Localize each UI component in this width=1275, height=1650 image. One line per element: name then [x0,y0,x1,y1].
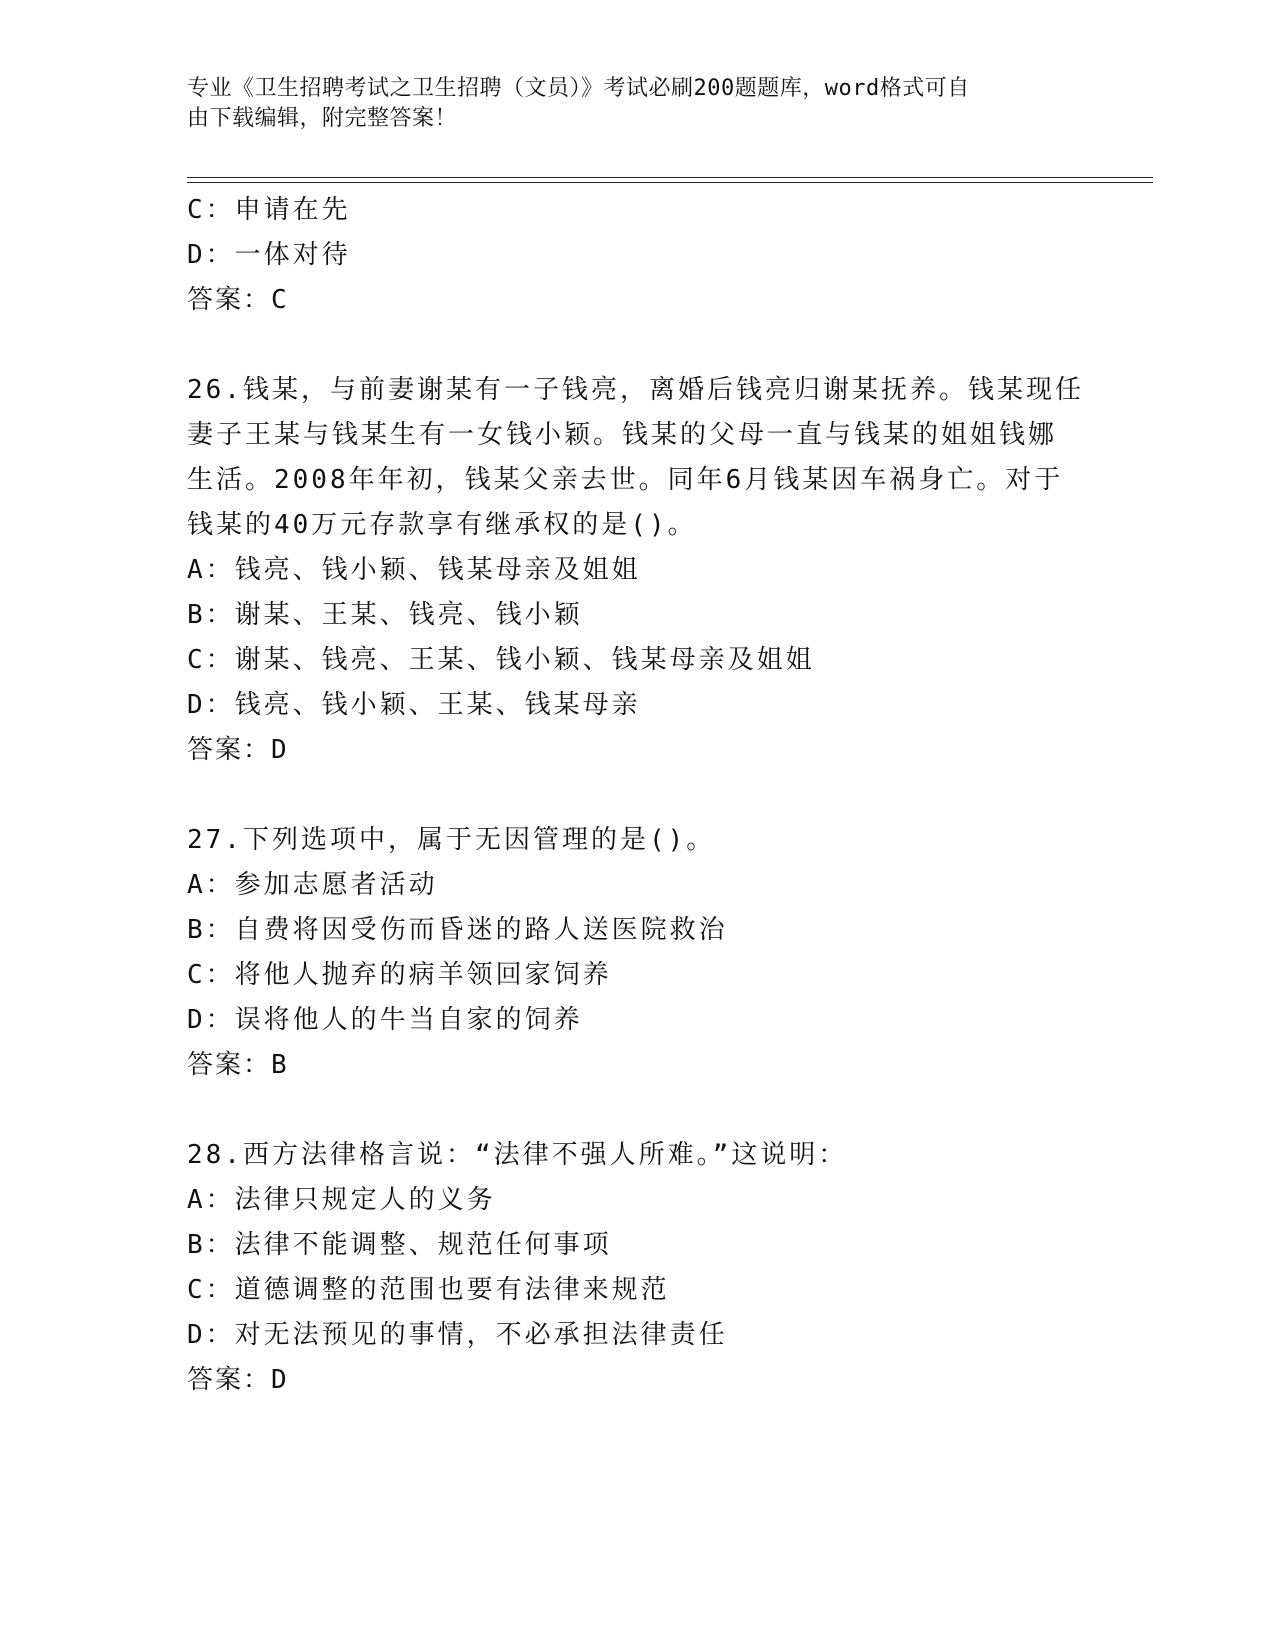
option-d: D：一体对待 [187,240,351,270]
question-stem-line: 28.西方法律格言说：“法律不强人所难。”这说明： [187,1140,848,1170]
option-d: D：钱亮、钱小颖、王某、钱某母亲 [187,690,641,720]
option-c: C：将他人抛弃的病羊领回家饲养 [187,960,612,990]
header-line-2: 由下载编辑，附完整答案！ [187,106,458,131]
answer-label: 答案： [187,1050,272,1080]
answer-value: D [271,1365,290,1395]
answer-value: B [271,1050,290,1080]
question-stem-line: 27.下列选项中，属于无因管理的是()。 [187,825,716,855]
option-b: B：法律不能调整、规范任何事项 [187,1230,612,1260]
option-c: C：道德调整的范围也要有法律来规范 [187,1275,670,1305]
answer-value: C [271,285,290,315]
question-28 [187,1133,1087,1403]
option-a: A：参加志愿者活动 [187,870,438,900]
option-b: B：自费将因受伤而昏迷的路人送医院救治 [187,915,728,945]
answer-line [187,278,1087,323]
question-stem-line: 26.钱某，与前妻谢某有一子钱亮，离婚后钱亮归谢某抚养。钱某现任 [187,375,1084,405]
question-stem-line: 生活。2008年年初，钱某父亲去世。同年6月钱某因车祸身亡。对于 [187,465,1064,495]
answer-label: 答案： [187,285,272,315]
option-c: C：谢某、钱亮、王某、钱小颖、钱某母亲及姐姐 [187,645,815,675]
option-b: B：谢某、王某、钱亮、钱小颖 [187,600,583,630]
spacer [187,323,1087,368]
spacer [187,1088,1087,1133]
option-d: D：误将他人的牛当自家的饲养 [187,1005,583,1035]
header-divider-bottom [187,182,1153,183]
spacer [187,773,1087,818]
option-a: A：钱亮、钱小颖、钱某母亲及姐姐 [187,555,641,585]
option-c: C：申请在先 [187,195,351,225]
option-d: D：对无法预见的事情，不必承担法律责任 [187,1320,728,1350]
answer-value: D [271,735,290,765]
header-line-1: 专业《卫生招聘考试之卫生招聘（文员）》考试必刷200题题库，word格式可自 [187,76,970,101]
question-stem-line: 妻子王某与钱某生有一女钱小颖。钱某的父母一直与钱某的姐姐钱娜 [187,420,1058,450]
question-26 [187,368,1087,773]
answer-line [187,1043,1087,1088]
answer-line [187,728,1087,773]
question-27 [187,818,1087,1088]
answer-label: 答案： [187,735,272,765]
answer-label: 答案： [187,1365,272,1395]
question-stem-line: 钱某的40万元存款享有继承权的是()。 [187,510,697,540]
option-a: A：法律只规定人的义务 [187,1185,496,1215]
answer-line [187,1358,1087,1403]
header-divider-top [187,177,1153,178]
document-header [187,74,1067,134]
document-body [187,188,1087,1403]
